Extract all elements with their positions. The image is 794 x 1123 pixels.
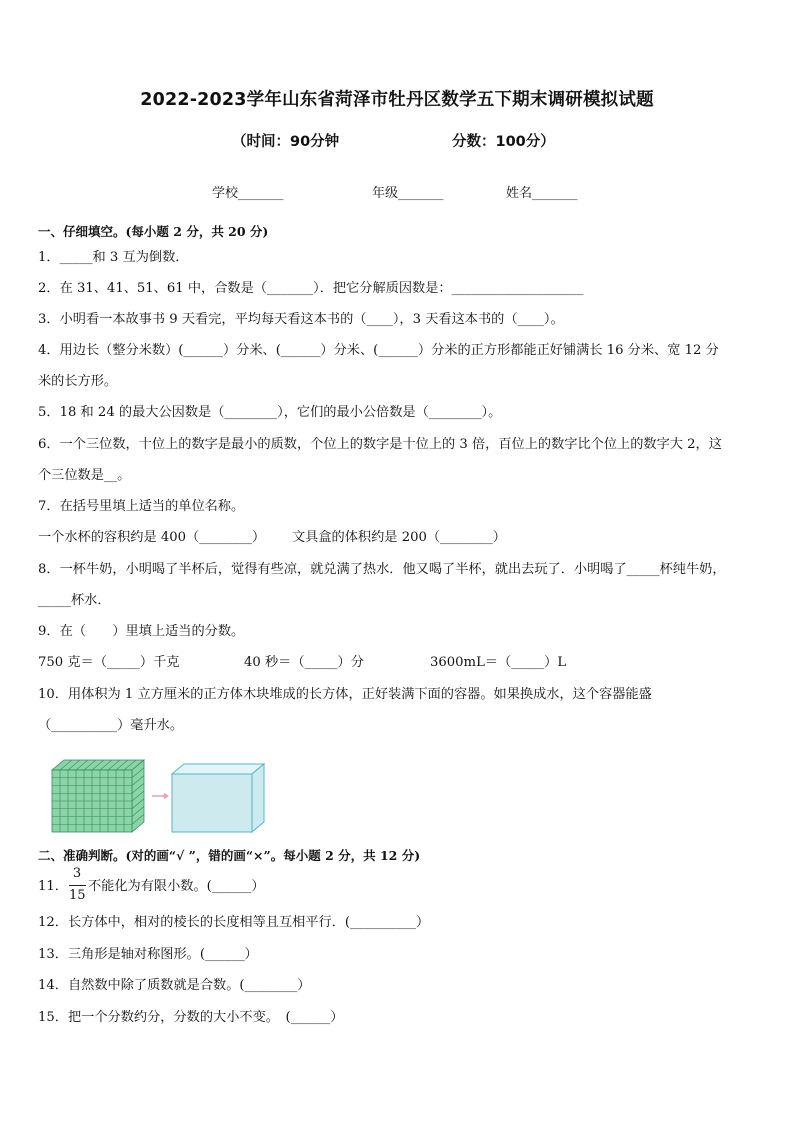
section1-heading: 一、仔细填空。(每小题 2 分，共 20 分) [38, 224, 269, 239]
cube-stack-drawing [52, 760, 144, 832]
question-4-line2: 米的长方形。 [38, 374, 118, 389]
question-1: 1．_____和 3 互为倒数． [38, 250, 189, 265]
question-9-part-a: 750 克＝（_____）千克 [38, 655, 180, 670]
question-13: 13．三角形是轴对称图形。(______） [38, 947, 258, 962]
question-11-text: 不能化为有限小数。(______） [88, 879, 265, 894]
question-11-fraction-denominator: 15 [69, 888, 86, 903]
question-10-figure [48, 758, 278, 838]
section2-heading: 二、准确判断。(对的画“√ ”，错的画“×”。每小题 2 分，共 12 分) [38, 848, 421, 863]
question-9-part-b: 40 秒＝（_____）分 [244, 655, 364, 670]
question-12: 12．长方体中，相对的棱长的长度相等且互相平行．(__________） [38, 915, 430, 930]
question-11-fraction-numerator: 3 [72, 866, 82, 881]
question-3: 3．小明看一本故事书 9 天看完，平均每天看这本书的（____），3 天看这本书的（____）。 [38, 312, 564, 327]
question-5: 5．18 和 24 的最大公因数是（________），它们的最小公倍数是（________）。 [38, 405, 502, 420]
question-2: 2．在 31、41、51、61 中，合数是（_______）．把它分解质因数是：____________________ [38, 281, 584, 296]
question-9: 9．在（ ）里填上适当的分数。 [38, 624, 245, 639]
container-drawing [172, 764, 264, 832]
question-4-line1: 4．用边长（整分米数）(______）分米、(______）分米、(______）分米的正方形都能正好铺满长 16 分米、宽 12 分 [38, 343, 719, 358]
school-field[interactable]: 学校_______ [212, 186, 284, 201]
question-6-line2: 个三位数是__。 [38, 468, 131, 483]
page-title: 2022-2023学年山东省菏泽市牡丹区数学五下期末调研模拟试题 [140, 90, 654, 110]
question-9-part-c: 3600mL＝（_____）L [430, 655, 567, 670]
grade-field[interactable]: 年级_______ [372, 186, 444, 201]
question-11-fraction-bar [69, 885, 86, 886]
exam-score: 分数：100分） [452, 134, 555, 150]
question-6-line1: 6．一个三位数，十位上的数字是最小的质数，个位上的数字是十位上的 3 倍，百位上的数字比个位上的数字大 2，这 [38, 437, 722, 452]
question-14: 14．自然数中除了质数就是合数。(________） [38, 978, 311, 993]
question-10-line1: 10．用体积为 1 立方厘米的正方体木块堆成的长方体，正好装满下面的容器。如果换成水，这个容器能盛 [38, 687, 652, 702]
arrow-icon [152, 793, 169, 799]
question-7: 7．在括号里填上适当的单位名称。 [38, 499, 245, 514]
question-8-line2: _____杯水． [38, 593, 111, 608]
question-7-part-b: 文具盒的体积约是 200（________） [292, 530, 506, 545]
question-10-line2: （__________）毫升水。 [38, 718, 184, 733]
question-15: 15．把一个分数约分，分数的大小不变。 (______） [38, 1010, 344, 1025]
exam-time: （时间：90分钟 [232, 134, 340, 150]
question-7-part-a: 一个水杯的容积约是 400（________） [38, 530, 266, 545]
name-field[interactable]: 姓名_______ [506, 186, 578, 201]
question-11-prefix: 11． [38, 879, 68, 894]
question-8-line1: 8．一杯牛奶，小明喝了半杯后，觉得有些凉，就兑满了热水．他又喝了半杯，就出去玩了．小明喝了_____杯纯牛奶， [38, 562, 726, 577]
